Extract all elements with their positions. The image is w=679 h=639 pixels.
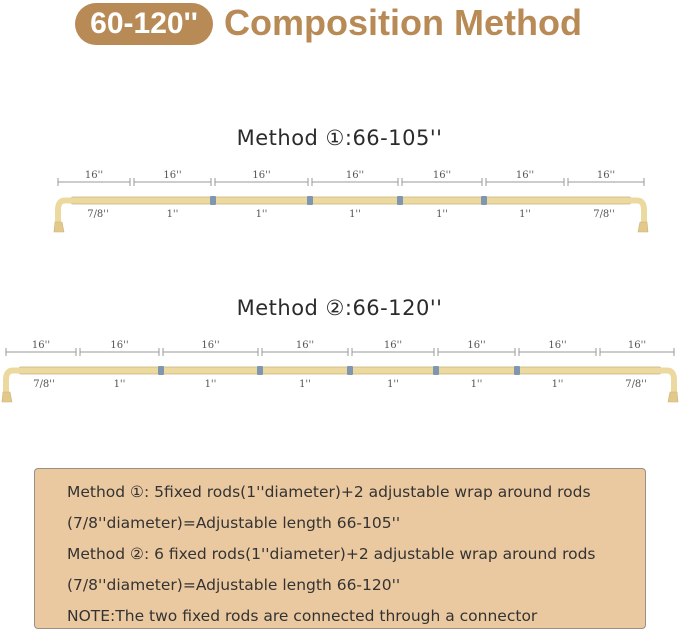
segment-length-label: 16'': [345, 170, 365, 181]
rod-diameter-label: 1'': [204, 379, 217, 390]
segment-length-label: 16'': [84, 170, 104, 181]
rod-diameter-label: 7/8'': [33, 379, 55, 390]
note-line-method-2: Method ②: 6 fixed rods(1''diameter)+2 adjustable wrap around rods: [67, 545, 596, 563]
rod-connector: [257, 366, 263, 375]
segment-length-label: 16'': [432, 170, 452, 181]
rod-diameter-label: 1'': [166, 209, 179, 220]
rod-connector: [158, 366, 164, 375]
segment-length-label: 16'': [467, 340, 486, 351]
note-line-method-2-cont: (7/8''diameter)=Adjustable length 66-120'': [67, 576, 401, 594]
header: [0, 0, 679, 50]
rod-body: [70, 197, 632, 204]
segment-length-label: 16'': [295, 340, 315, 351]
rod-connector: [210, 196, 216, 205]
rod-connector: [397, 196, 403, 205]
left-bracket-base: [2, 392, 12, 402]
note-line-method-1: Method ①: 5fixed rods(1''diameter)+2 adjustable wrap around rods: [67, 483, 591, 501]
page-title: Composition Method: [224, 2, 582, 43]
right-wrap-hook: [630, 201, 644, 223]
left-wrap-hook: [58, 201, 72, 223]
rod-diameter-label: 7/8'': [593, 209, 615, 220]
rod-diameter-label: 1'': [255, 209, 268, 220]
method-2-rod-diagram: [0, 330, 679, 430]
note-line-connector: NOTE:The two fixed rods are connected through a connector: [67, 607, 538, 625]
method-1-title: Method ①:66-105'': [236, 126, 443, 150]
segment-length-label: 16'': [383, 340, 403, 351]
segment-length-label: 16'': [110, 340, 129, 351]
rod-body: [18, 367, 662, 374]
note-line-method-1-cont: (7/8''diameter)=Adjustable length 66-105'': [67, 514, 401, 532]
segment-length-label: 16'': [201, 340, 220, 351]
rod-connector: [433, 366, 439, 375]
segment-length-label: 16'': [627, 340, 647, 351]
left-bracket-base: [54, 222, 64, 232]
rod-diameter-label: 1'': [470, 379, 483, 390]
rod-diameter-label: 1'': [299, 379, 311, 390]
rod-diameter-label: 7/8'': [625, 379, 647, 390]
rod-diameter-label: 1'': [349, 209, 361, 220]
left-wrap-hook: [6, 371, 20, 393]
rod-diameter-label: 7/8'': [87, 209, 109, 220]
segment-length-label: 16'': [31, 340, 51, 351]
rod-connector: [307, 196, 313, 205]
segment-length-label: 16'': [163, 170, 182, 181]
rod-connector: [514, 366, 520, 375]
rod-diameter-label: 1'': [387, 379, 399, 390]
rod-connector: [481, 196, 487, 205]
segment-length-label: 16'': [596, 170, 616, 181]
segment-length-label: 16'': [515, 170, 535, 181]
rod-diameter-label: 1'': [551, 379, 564, 390]
right-bracket-base: [638, 222, 648, 232]
segment-length-label: 16'': [252, 170, 271, 181]
right-bracket-base: [668, 392, 678, 402]
rod-connector: [347, 366, 353, 375]
length-range-badge: 60-120'': [75, 3, 213, 45]
composition-note-box: [34, 468, 646, 629]
method-1-rod-diagram: [0, 160, 679, 260]
right-wrap-hook: [660, 371, 674, 393]
rod-diameter-label: 1'': [113, 379, 126, 390]
rod-diameter-label: 1'': [519, 209, 531, 220]
segment-length-label: 16'': [548, 340, 567, 351]
rod-diameter-label: 1'': [436, 209, 448, 220]
method-2-title: Method ②:66-120'': [236, 296, 443, 320]
